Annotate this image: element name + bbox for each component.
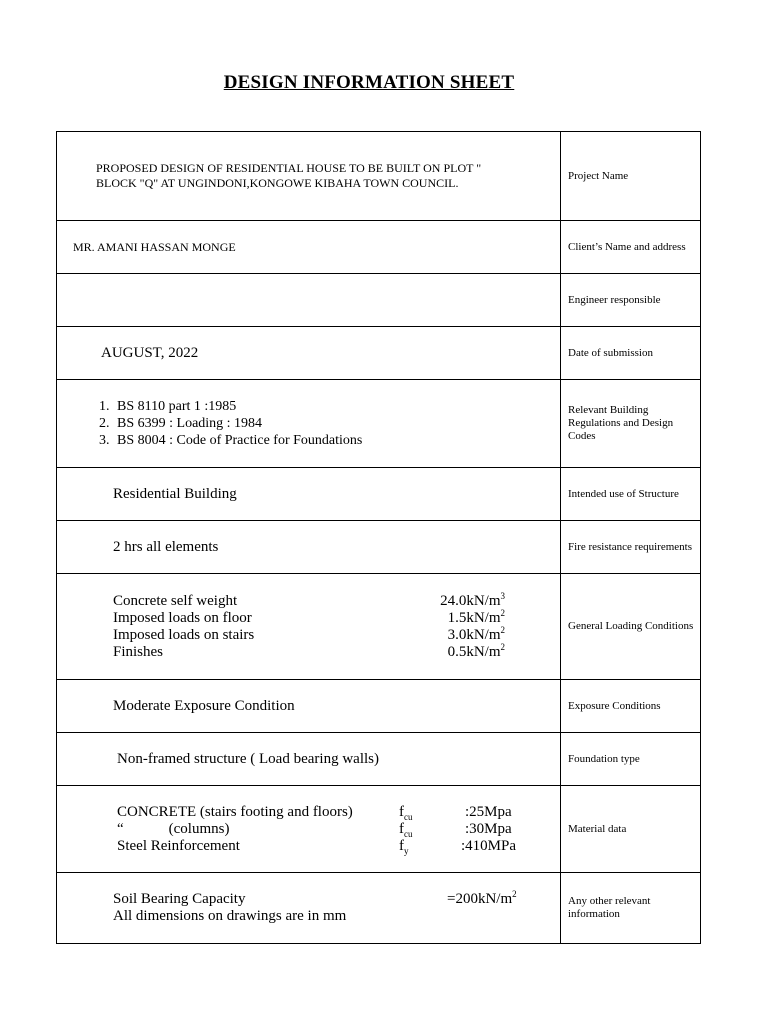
project-name-label: Project Name — [561, 132, 701, 221]
row-material — [57, 786, 701, 873]
client-name-label: Client’s Name and address — [561, 221, 701, 274]
soil-bearing-value: $=200kN/m^2$ — [447, 889, 517, 907]
other-info-label: Any other relevant information — [561, 873, 701, 944]
soil-bearing-label: Soil Bearing Capacity — [113, 891, 246, 907]
row-loading — [57, 574, 701, 680]
submission-date-value: AUGUST, 2022 — [101, 344, 199, 361]
row-client — [57, 221, 701, 274]
row-intended-use — [57, 468, 701, 521]
material-data-label: Material data — [561, 786, 701, 873]
loading-list — [57, 590, 560, 661]
loading-item: Finishes $0.5kN/m^2$ — [113, 641, 505, 660]
other-info-value — [57, 891, 560, 925]
project-name-line2: BLOCK "Q" AT UNGINDONI,KONGOWE KIBAHA TOWN COUNCIL. — [96, 176, 459, 190]
material-item: Steel Reinforcement $f_y$ :410MPa — [117, 837, 517, 856]
row-exposure — [57, 680, 701, 733]
design-codes-label: Relevant Building Regulations and Design Codes — [561, 380, 701, 468]
design-code-item: 1. BS 8110 part 1 :1985 — [113, 398, 560, 415]
design-code-item: 2. BS 6399 : Loading : 1984 — [113, 415, 560, 432]
exposure-value: Moderate Exposure Condition — [113, 697, 295, 714]
material-list — [57, 804, 560, 855]
row-foundation — [57, 733, 701, 786]
row-other-info — [57, 873, 701, 944]
design-code-item: 3. BS 8004 : Code of Practice for Foundations — [113, 432, 560, 449]
row-project-name — [57, 132, 701, 221]
intended-use-label: Intended use of Structure — [561, 468, 701, 521]
row-fire-resistance — [57, 521, 701, 574]
page-title: DESIGN INFORMATION SHEET — [223, 72, 515, 93]
material-item: CONCRETE (stairs footing and floors) $f_{cu}$ :25Mpa — [117, 803, 512, 822]
loading-item: Imposed loads on stairs $3.0kN/m^2$ — [113, 624, 505, 643]
project-name-value — [57, 132, 561, 221]
loading-label: General Loading Conditions — [561, 574, 701, 680]
material-item: “ (columns) $f_{cu}$ :30Mpa — [117, 820, 512, 839]
fire-resistance-label: Fire resistance requirements — [561, 521, 701, 574]
fire-resistance-value: 2 hrs all elements — [113, 538, 219, 555]
design-codes-list — [57, 398, 560, 449]
engineer-label: Engineer responsible — [561, 274, 701, 327]
exposure-label: Exposure Conditions — [561, 680, 701, 733]
row-codes — [57, 380, 701, 468]
intended-use-value: Residential Building — [113, 485, 237, 502]
design-info-table — [56, 131, 701, 944]
client-name-value: MR. AMANI HASSAN MONGE — [73, 239, 236, 254]
foundation-type-label: Foundation type — [561, 733, 701, 786]
foundation-type-value: Non-framed structure ( Load bearing walls) — [117, 750, 379, 767]
row-engineer — [57, 274, 701, 327]
dimensions-note: All dimensions on drawings are in mm — [113, 908, 347, 924]
submission-date-label: Date of submission — [561, 327, 701, 380]
row-date — [57, 327, 701, 380]
loading-item: Imposed loads on floor $1.5kN/m^2$ — [113, 607, 505, 626]
project-name-line1: PROPOSED DESIGN OF RESIDENTIAL HOUSE TO BE BUILT ON PLOT " — [96, 161, 482, 175]
loading-item: Concrete self weight $24.0kN/m^3$ — [113, 590, 505, 609]
